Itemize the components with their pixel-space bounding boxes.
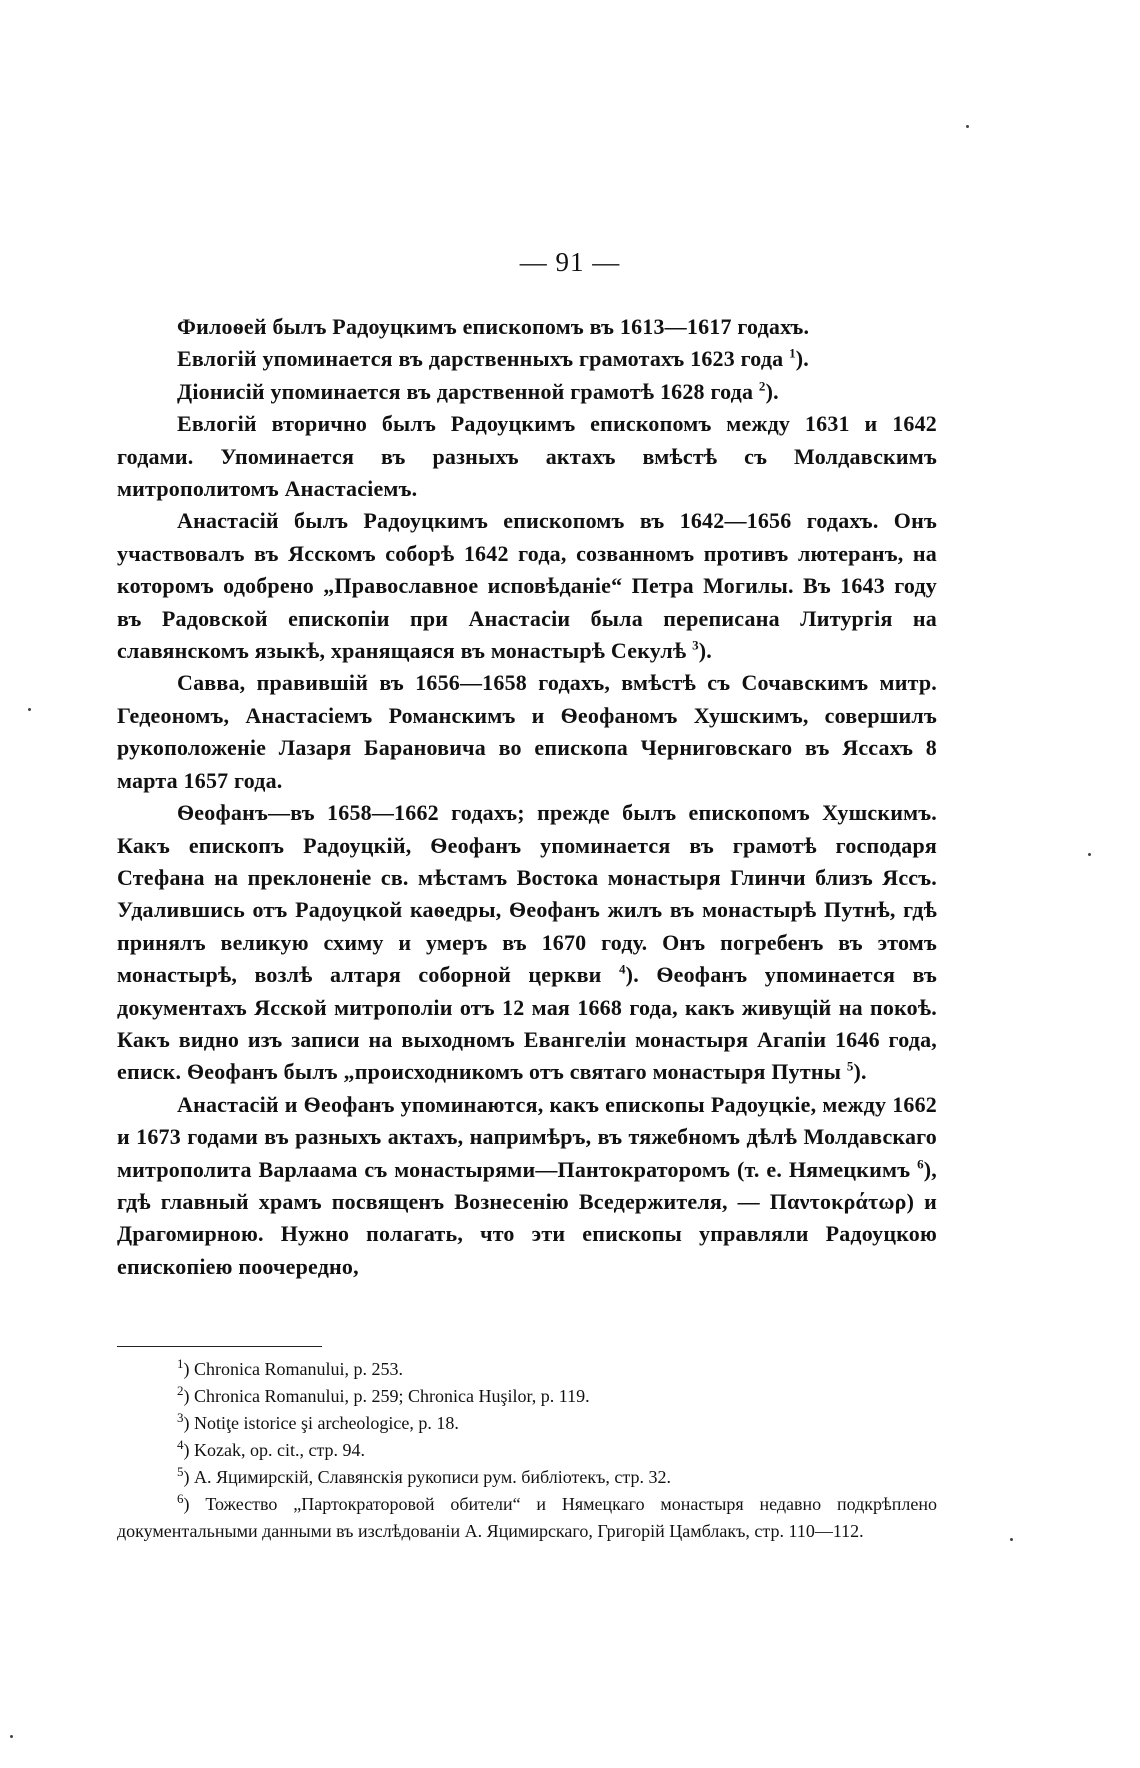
paragraph-text: Анастасій и Ѳеофанъ упоминаются, какъ епископы Радоуцкіе, между 1662 и 1673 годами въ разныхъ актахъ, напримѣръ, въ тяжебномъ дѣлѣ Молдавскаго митрополита Варлаама съ монастырями—Пантократоромъ (т. е. Нямецкимъ — [117, 1091, 937, 1182]
footnote-mark: 1 — [177, 1356, 184, 1371]
paragraph-text: Анастасій былъ Радоуцкимъ епископомъ въ 1642—1656 годахъ. Онъ участвовалъ въ Ясскомъ соборѣ 1642 года, созванномъ противъ лютеранъ, на которомъ одобрено „Православное исповѣданіе“ Петра Могилы. Въ 1643 году въ Радовской епископіи при Анастасіи была переписана Литургія на славянскомъ языкѣ, хранящаяся въ монастырѣ Секулѣ — [117, 508, 937, 664]
footnote-mark: 6 — [177, 1491, 184, 1506]
paragraph-filofei — [117, 311, 937, 343]
footnote-mark: 5 — [177, 1464, 184, 1479]
paragraph-text: Евлогій упоминается въ дарственныхъ грамотахъ 1623 года — [177, 346, 784, 372]
paragraph-text: Савва, правившій въ 1656—1658 годахъ, вмѣстѣ съ Сочавскимъ митр. Гедеономъ, Анастасіемъ Романскимъ и Ѳеофаномъ Хушскимъ, совершилъ рукоположеніе Лазаря Барановича во епископа Черниговскаго въ Яссахъ 8 марта 1657 года. — [117, 670, 937, 793]
print-speck — [28, 708, 31, 711]
paragraph-tail: ). — [625, 962, 639, 988]
footnote-text: ) Notiţe istorice şi archeologice, p. 18. — [183, 1413, 459, 1433]
footnote-1 — [117, 1356, 937, 1383]
footnote-divider — [117, 1346, 322, 1347]
paragraph-text: Евлогій вторично былъ Радоуцкимъ епископомъ между 1631 и 1642 годами. Упоминается въ разныхъ актахъ вмѣстѣ съ Молдавскимъ митрополитомъ Анастасіемъ. — [117, 411, 937, 502]
footnote-mark: 2 — [177, 1383, 184, 1398]
print-speck — [10, 1735, 13, 1738]
footnote-text: ) А. Яцимирскій, Славянскія рукописи рум. библіотекъ, стр. 32. — [183, 1467, 671, 1487]
footnote-text: ) Chronica Romanului, p. 259; Chronica Huşilor, p. 119. — [183, 1386, 590, 1406]
paragraph-tail: ). — [698, 638, 713, 664]
footnote-ref-2[interactable]: 2 — [758, 378, 766, 394]
print-speck — [1088, 853, 1091, 856]
footnote-2 — [117, 1383, 937, 1410]
footnote-ref-3[interactable]: 3 — [692, 637, 699, 653]
paragraph-text: Ѳеофанъ—въ 1658—1662 годахъ; прежде былъ епископомъ Хушскимъ. Какъ епископъ Радоуцкій, Ѳеофанъ упоминается въ грамотѣ господаря Стефана на преклоненіе св. мѣстамъ Востока монастыря Глинчи близъ Яссъ. Удалившись отъ Радоуцкой каѳедры, Ѳеофанъ жилъ въ монастырѣ Путнѣ, гдѣ принялъ великую схиму и умеръ въ 1670 году. Онъ погребенъ въ этомъ монастырѣ, возлѣ алтаря соборной церкви — [117, 800, 937, 988]
footnote-4 — [117, 1437, 937, 1464]
print-speck — [1010, 1538, 1013, 1541]
footnote-mark: 3 — [177, 1410, 184, 1425]
footnotes — [117, 1356, 937, 1545]
footnote-ref-4[interactable]: 4 — [618, 961, 626, 977]
footnote-6 — [117, 1491, 937, 1545]
footnote-text: ) Тожество „Партократоровой обители“ и Нямецкаго монастыря недавно подкрѣплено документальными данными въ изслѣдованіи А. Яцимирскаго, Григорій Цамблакъ, стр. 110—112. — [117, 1494, 937, 1541]
paragraph-tail: ). — [795, 346, 810, 372]
footnote-3 — [117, 1410, 937, 1437]
main-text — [117, 311, 937, 1283]
print-speck — [966, 125, 969, 128]
paragraph-tail: ). — [853, 1059, 867, 1085]
footnote-5 — [117, 1464, 937, 1491]
paragraph-evlogii-second — [117, 408, 937, 505]
footnote-text: ) Kozak, op. cit., стр. 94. — [183, 1440, 366, 1460]
footnote-ref-5[interactable]: 5 — [846, 1059, 854, 1075]
paragraph-text: Діонисій упоминается въ дарственной грамотѣ 1628 года — [177, 378, 754, 404]
paragraph-savva — [117, 667, 937, 797]
paragraph-text: Ѳеофанъ упоминается въ документахъ Ясской митрополіи отъ 12 мая 1668 года, какъ живущій на покоѣ. Какъ видно изъ записи на выходномъ Евангеліи монастыря Агапіи 1646 года, еписк. Ѳеофанъ былъ „происходникомъ отъ святаго монастыря Путны — [117, 962, 938, 1085]
page-number: — 91 — — [519, 247, 621, 277]
footnote-text: ) Chronica Romanului, p. 253. — [183, 1359, 403, 1379]
paragraph-text: ), гдѣ главный храмъ посвященъ Вознесенію Вседержителя, — Παντοκράτωρ) и Драгомирною. Нужно полагать, что эти епископы управляли Радоуцкою епископіею поочередно, — [117, 1156, 937, 1279]
paragraph-tail: ). — [765, 378, 779, 404]
footnote-ref-1[interactable]: 1 — [789, 346, 796, 362]
paragraph-feofan — [117, 797, 937, 1089]
paragraph-anastasii — [117, 505, 937, 667]
paragraph-anastasii-feofan — [117, 1089, 937, 1283]
paragraph-evlogii — [117, 343, 937, 375]
paragraph-dionisii — [117, 376, 937, 408]
paragraph-text: Филоѳей былъ Радоуцкимъ епископомъ въ 1613—1617 годахъ. — [177, 314, 810, 339]
footnote-ref-6[interactable]: 6 — [917, 1156, 924, 1172]
footnote-mark: 4 — [177, 1437, 184, 1452]
